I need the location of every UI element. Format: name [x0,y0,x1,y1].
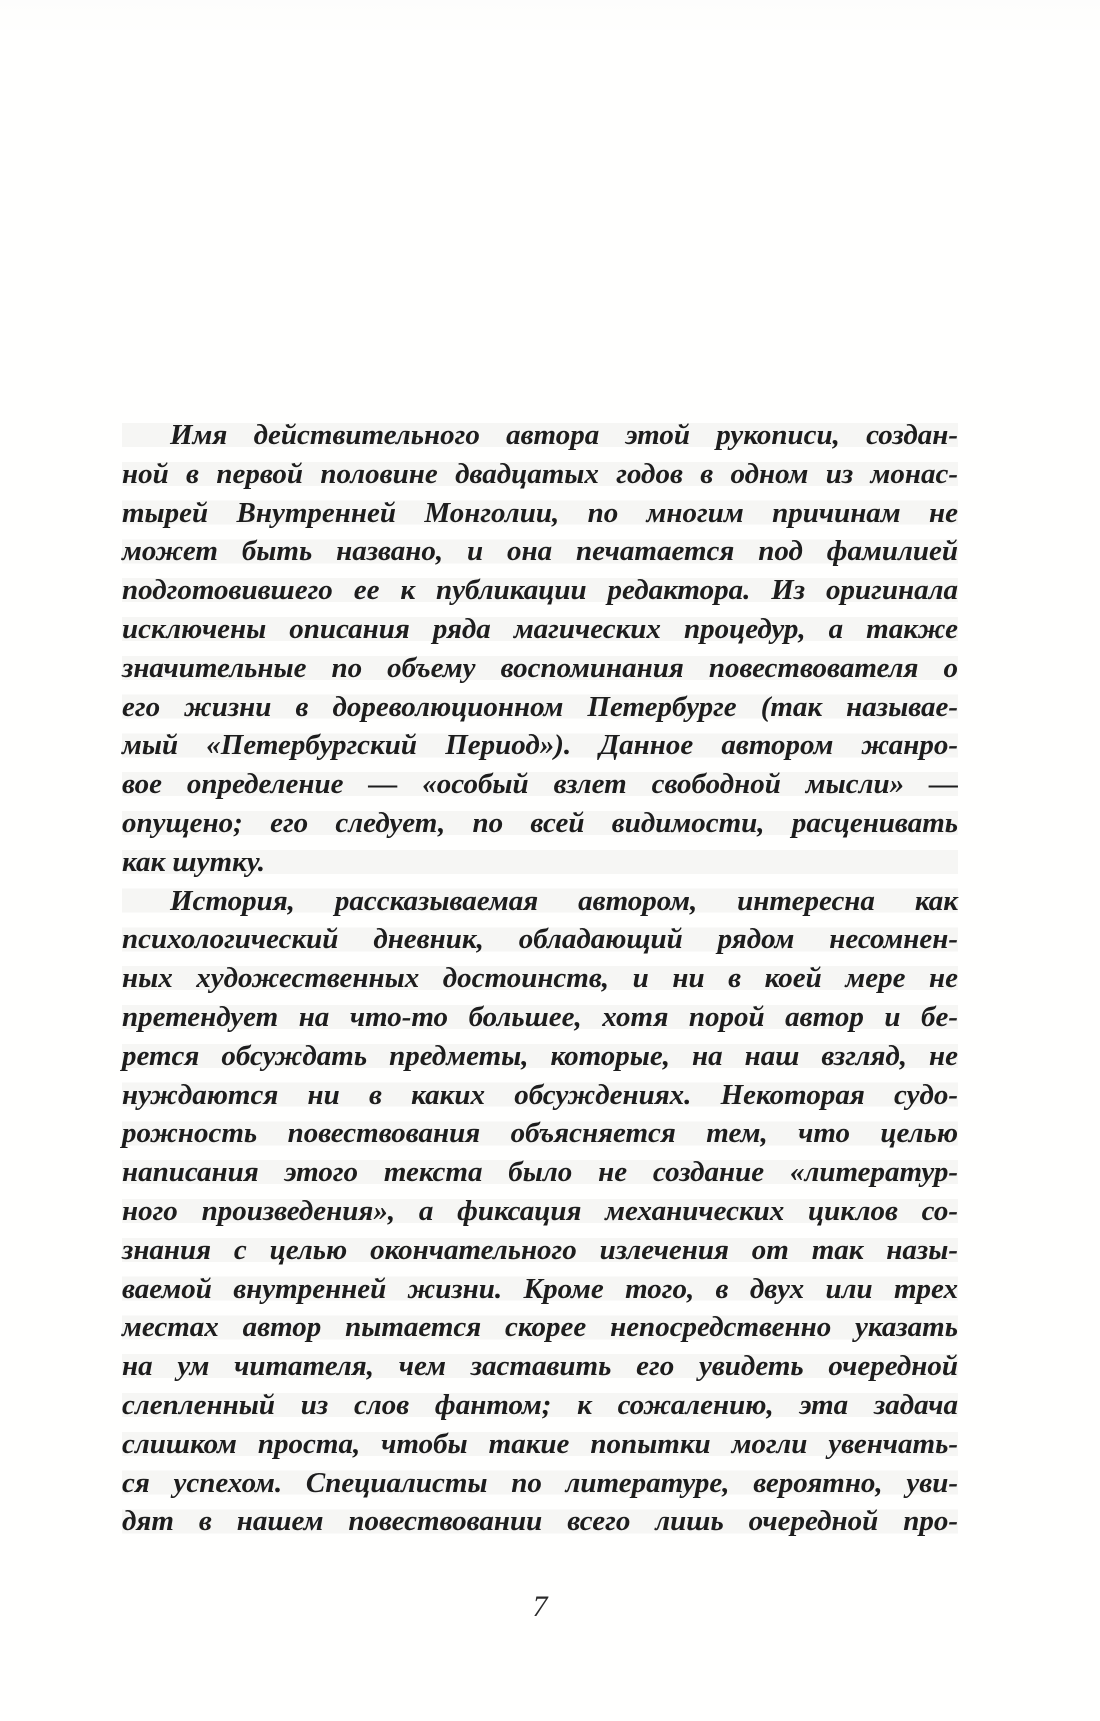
text-line: подготовившего ее к публикации редактора. Из оригинала [122,574,958,607]
text-line: знания с целью окончательного излечения от так назы- [122,1233,958,1266]
text-line: на ум читателя, чем заставить его увидеть очередной [122,1350,958,1383]
text-line: слишком проста, чтобы такие попытки могли увенчать- [122,1427,958,1460]
text-line: исключены описания ряда магических процедур, а также [122,612,958,645]
text-line: опущено; его следует, по всей видимости, расценивать [122,806,958,839]
text-line: мый «Петербургский Период»). Данное автором жанро- [122,729,958,762]
text-line: написания этого текста было не создание «литератур- [122,1156,958,1189]
text-line: его жизни в дореволюционном Петербурге (так называе- [122,690,958,723]
text-line: ваемой внутренней жизни. Кроме того, в двух или трех [122,1272,958,1305]
text-line: рожность повествования объясняется тем, что целью [122,1117,958,1150]
text-line: вое определение — «особый взлет свободной мысли» — [122,768,958,801]
text-line: может быть названо, и она печатается под фамилией [122,535,958,568]
text-line: ся успехом. Специалисты по литературе, вероятно, уви- [122,1466,958,1499]
paragraph [122,416,958,882]
page-number: 7 [532,1590,548,1623]
text-line: ной в первой половине двадцатых годов в одном из монас- [122,457,958,490]
text-line: нуждаются ни в каких обсуждениях. Некоторая судо- [122,1078,958,1111]
text-line: История, рассказываемая автором, интересна как [170,884,958,917]
text-line: ных художественных достоинств, и ни в коей мере не [122,962,958,995]
text-line: рется обсуждать предметы, которые, на наш взгляд, не [122,1039,958,1072]
text-line: Имя действительного автора этой рукописи, создан- [170,419,958,451]
text-line: претендует на что-то большее, хотя порой автор и бе- [122,1000,958,1033]
text-line: местах автор пытается скорее непосредственно указать [122,1311,958,1344]
text-line: ного произведения», а фиксация механических циклов со- [122,1194,958,1227]
text-block [122,416,958,1541]
text-line: значительные по объему воспоминания повествователя о [122,651,958,684]
text-line: как шутку. [122,845,266,878]
text-line: слепленный из слов фантом; к сожалению, эта задача [122,1388,958,1421]
text-line: тырей Внутренней Монголии, по многим причинам не [122,496,958,529]
text-line: дят в нашем повествовании всего лишь очередной про- [122,1505,958,1538]
paragraph [122,882,958,1542]
text-line: психологический дневник, обладающий рядом несомнен- [122,923,958,956]
